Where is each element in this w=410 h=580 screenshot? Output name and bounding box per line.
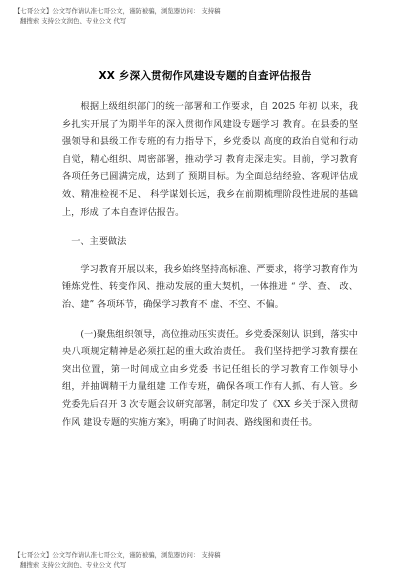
intro-paragraph: 根据上级组织部门的统一部署和工作要求，自 2025 年初 以来，我乡扎实开展了为期半年的深入贯彻作风建设专题学习 教育。在县委的坚强领导和县级工作专班的有力指导下，乡党委以 高度的政治自觉和行动自觉，精心组织、周密部署，推动学习 教育走深走实。目前，学习教育各项任务已圆满完成，达到了 预期目标。为全面总结经验、客观评估成效、精准检视不足、 科学谋划长远，我乡在前期梳理阶段性进展的基础上，形成 了本自查评估报告。 — [62, 101, 358, 218]
notice-line: 翻搜索 支持公文润色、专业公文 代写 — [20, 17, 127, 25]
subsection-paragraph: (一)聚焦组织领导，高位推动压实责任。乡党委深刻认 识到，落实中央八项规定精神是必须扛起的重大政治责任。 我们坚持把学习教育摆在突出位置，第一时间成立由乡党委 书记任组长的学习教育工作领导小组，并抽调精干力量组建 工作专班，确保各项工作有人抓、有人管。乡党委先后召开 3 次专题会议研究部署，制定印发了《XX 乡关于深入贯彻作风 建设专题的实施方案》，明确了时间表、路线图和责任书。 — [62, 328, 358, 428]
notice-line: 翻搜索 支持公文润色、专业公文 代写 — [20, 561, 127, 569]
document-body — [62, 98, 358, 443]
notice-line: 【七哥公文】公文写作请认准七哥公文，谨防被骗，浏览器访问： 支持稿 — [14, 551, 221, 559]
bottom-notice — [14, 550, 394, 570]
top-notice — [14, 6, 394, 26]
notice-line: 【七哥公文】公文写作请认准七哥公文，谨防被骗，浏览器访问： 支持稿 — [14, 7, 221, 15]
section-heading: 一、主要做法 — [71, 236, 127, 248]
method-paragraph: 学习教育开展以来，我乡始终坚持高标准、严要求，将学习教育作为锤炼党性、转变作风、推动发展的重大契机，一体推进 “ 学、查、 改、治、建” 各项环节，确保学习教育不 虚、不空、不偏。 — [62, 263, 358, 310]
document-title: XX 乡深入贯彻作风建设专题的自查评估报告 — [98, 70, 312, 82]
